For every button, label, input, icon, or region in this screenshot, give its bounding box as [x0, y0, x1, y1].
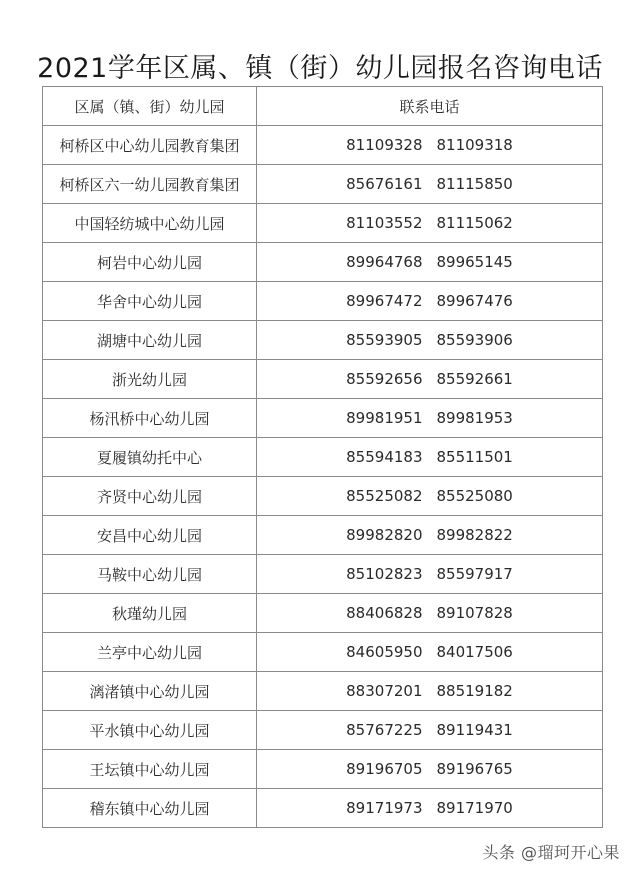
kindergarten-name: 漓渚镇中心幼儿园 [43, 672, 257, 711]
phone-numbers [346, 409, 513, 427]
phone-number-2: 89982822 [436, 526, 513, 544]
phone-cell [257, 399, 603, 438]
table-row [43, 282, 603, 321]
phone-numbers [346, 565, 513, 583]
table-row [43, 438, 603, 477]
phone-number-2: 89107828 [436, 604, 513, 622]
table-row [43, 672, 603, 711]
table-row [43, 555, 603, 594]
phone-number-1: 89967472 [346, 292, 423, 310]
phone-numbers [346, 799, 513, 817]
table-row [43, 750, 603, 789]
watermark: 头条 @瑠珂开心果 [482, 843, 620, 862]
kindergarten-name: 湖塘中心幼儿园 [43, 321, 257, 360]
phone-number-2: 81109318 [436, 136, 513, 154]
kindergarten-name: 稽东镇中心幼儿园 [43, 789, 257, 828]
table-row [43, 516, 603, 555]
phone-cell [257, 243, 603, 282]
kindergarten-name: 华舍中心幼儿园 [43, 282, 257, 321]
phone-number-2: 89119431 [436, 721, 513, 739]
table-row [43, 399, 603, 438]
phone-number-1: 89982820 [346, 526, 423, 544]
phone-numbers [346, 214, 513, 232]
phone-numbers [346, 760, 513, 778]
phone-numbers [346, 292, 513, 310]
phone-cell [257, 477, 603, 516]
phone-number-2: 85597917 [436, 565, 513, 583]
phone-number-1: 89171973 [346, 799, 423, 817]
phone-number-1: 85676161 [346, 175, 423, 193]
phone-number-1: 88307201 [346, 682, 423, 700]
phone-cell [257, 516, 603, 555]
phone-number-2: 81115062 [436, 214, 513, 232]
phone-numbers [346, 604, 513, 622]
table-row [43, 594, 603, 633]
table-row [43, 633, 603, 672]
table-body [43, 126, 603, 828]
phone-number-1: 89981951 [346, 409, 423, 427]
phone-cell [257, 438, 603, 477]
phone-cell [257, 321, 603, 360]
phone-numbers [346, 175, 513, 193]
phone-numbers [346, 643, 513, 661]
phone-number-1: 88406828 [346, 604, 423, 622]
phone-number-2: 89965145 [436, 253, 513, 271]
phone-number-1: 85593905 [346, 331, 423, 349]
phone-number-1: 85767225 [346, 721, 423, 739]
phone-numbers [346, 682, 513, 700]
kindergarten-name: 杨汛桥中心幼儿园 [43, 399, 257, 438]
phone-cell [257, 711, 603, 750]
phone-table [42, 86, 603, 828]
kindergarten-name: 安昌中心幼儿园 [43, 516, 257, 555]
kindergarten-name: 夏履镇幼托中心 [43, 438, 257, 477]
phone-cell [257, 282, 603, 321]
phone-cell [257, 672, 603, 711]
table-row [43, 243, 603, 282]
kindergarten-name: 柯桥区六一幼儿园教育集团 [43, 165, 257, 204]
phone-number-1: 85594183 [346, 448, 423, 466]
phone-numbers [346, 331, 513, 349]
phone-number-2: 89196765 [436, 760, 513, 778]
phone-number-2: 89171970 [436, 799, 513, 817]
phone-number-2: 85511501 [436, 448, 513, 466]
phone-numbers [346, 721, 513, 739]
table-row [43, 711, 603, 750]
phone-cell [257, 126, 603, 165]
phone-cell [257, 633, 603, 672]
kindergarten-name: 秋瑾幼儿园 [43, 594, 257, 633]
phone-cell [257, 750, 603, 789]
table-row [43, 321, 603, 360]
phone-number-1: 85525082 [346, 487, 423, 505]
phone-cell [257, 555, 603, 594]
header-kindergarten: 区属（镇、街）幼儿园 [43, 87, 257, 126]
header-phone: 联系电话 [257, 87, 603, 126]
table-header-row [43, 87, 603, 126]
phone-number-1: 84605950 [346, 643, 423, 661]
phone-numbers [346, 370, 513, 388]
kindergarten-name: 马鞍中心幼儿园 [43, 555, 257, 594]
table-row [43, 477, 603, 516]
phone-numbers [346, 448, 513, 466]
kindergarten-name: 柯桥区中心幼儿园教育集团 [43, 126, 257, 165]
kindergarten-name: 兰亭中心幼儿园 [43, 633, 257, 672]
phone-number-1: 81109328 [346, 136, 423, 154]
kindergarten-name: 浙光幼儿园 [43, 360, 257, 399]
page-title: 2021学年区属、镇（街）幼儿园报名咨询电话 [37, 53, 603, 84]
phone-number-1: 85592656 [346, 370, 423, 388]
phone-numbers [346, 253, 513, 271]
phone-number-2: 84017506 [436, 643, 513, 661]
kindergarten-name: 平水镇中心幼儿园 [43, 711, 257, 750]
kindergarten-name: 柯岩中心幼儿园 [43, 243, 257, 282]
table-row [43, 360, 603, 399]
table-row [43, 126, 603, 165]
phone-number-2: 89981953 [436, 409, 513, 427]
phone-number-2: 88519182 [436, 682, 513, 700]
table-row [43, 204, 603, 243]
table-row [43, 165, 603, 204]
kindergarten-name: 齐贤中心幼儿园 [43, 477, 257, 516]
phone-numbers [346, 487, 513, 505]
phone-number-2: 85525080 [436, 487, 513, 505]
phone-number-2: 85592661 [436, 370, 513, 388]
phone-number-2: 81115850 [436, 175, 513, 193]
kindergarten-name: 王坛镇中心幼儿园 [43, 750, 257, 789]
phone-number-2: 89967476 [436, 292, 513, 310]
phone-cell [257, 789, 603, 828]
phone-number-1: 89964768 [346, 253, 423, 271]
table-row [43, 789, 603, 828]
phone-number-1: 85102823 [346, 565, 423, 583]
kindergarten-name: 中国轻纺城中心幼儿园 [43, 204, 257, 243]
phone-cell [257, 204, 603, 243]
phone-number-1: 81103552 [346, 214, 423, 232]
phone-numbers [346, 136, 513, 154]
phone-number-1: 89196705 [346, 760, 423, 778]
phone-cell [257, 165, 603, 204]
phone-cell [257, 594, 603, 633]
phone-number-2: 85593906 [436, 331, 513, 349]
phone-numbers [346, 526, 513, 544]
phone-cell [257, 360, 603, 399]
